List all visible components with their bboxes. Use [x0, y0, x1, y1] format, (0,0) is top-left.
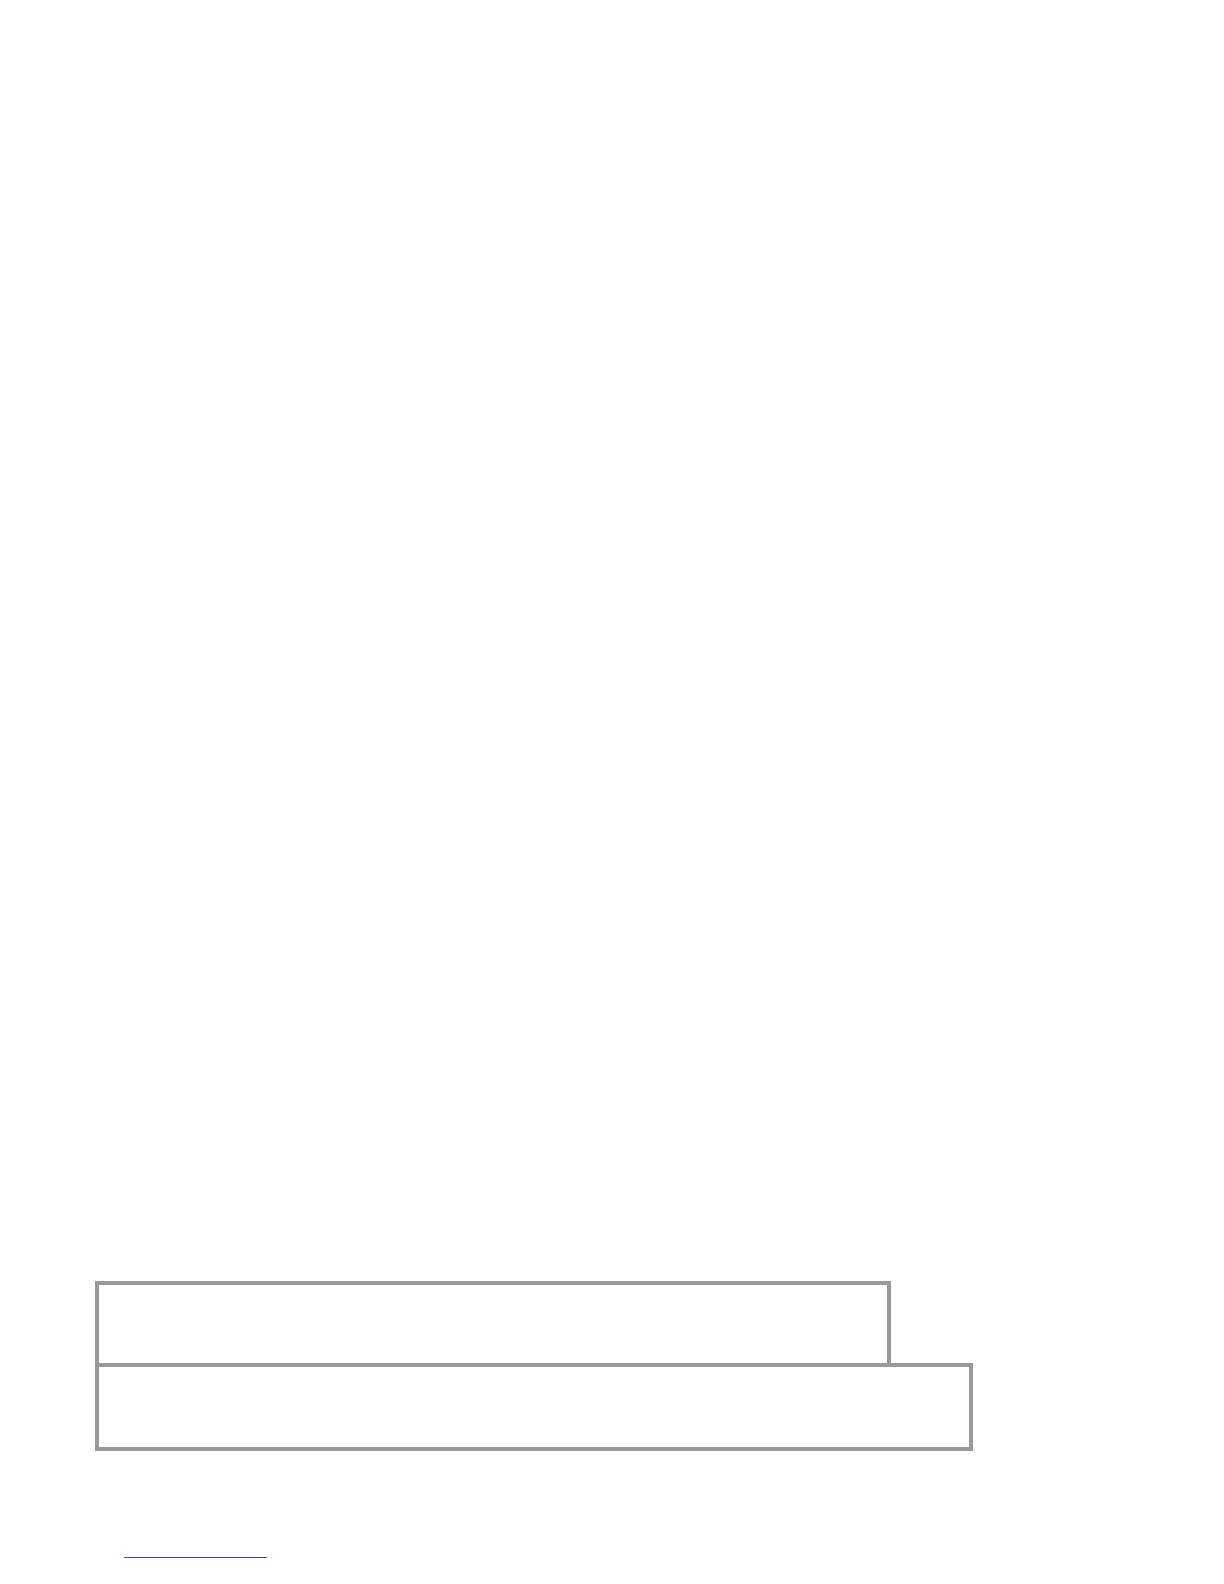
footnote-separator — [124, 1557, 267, 1558]
summary-body — [95, 1363, 973, 1451]
summary-header-band — [95, 1281, 891, 1367]
